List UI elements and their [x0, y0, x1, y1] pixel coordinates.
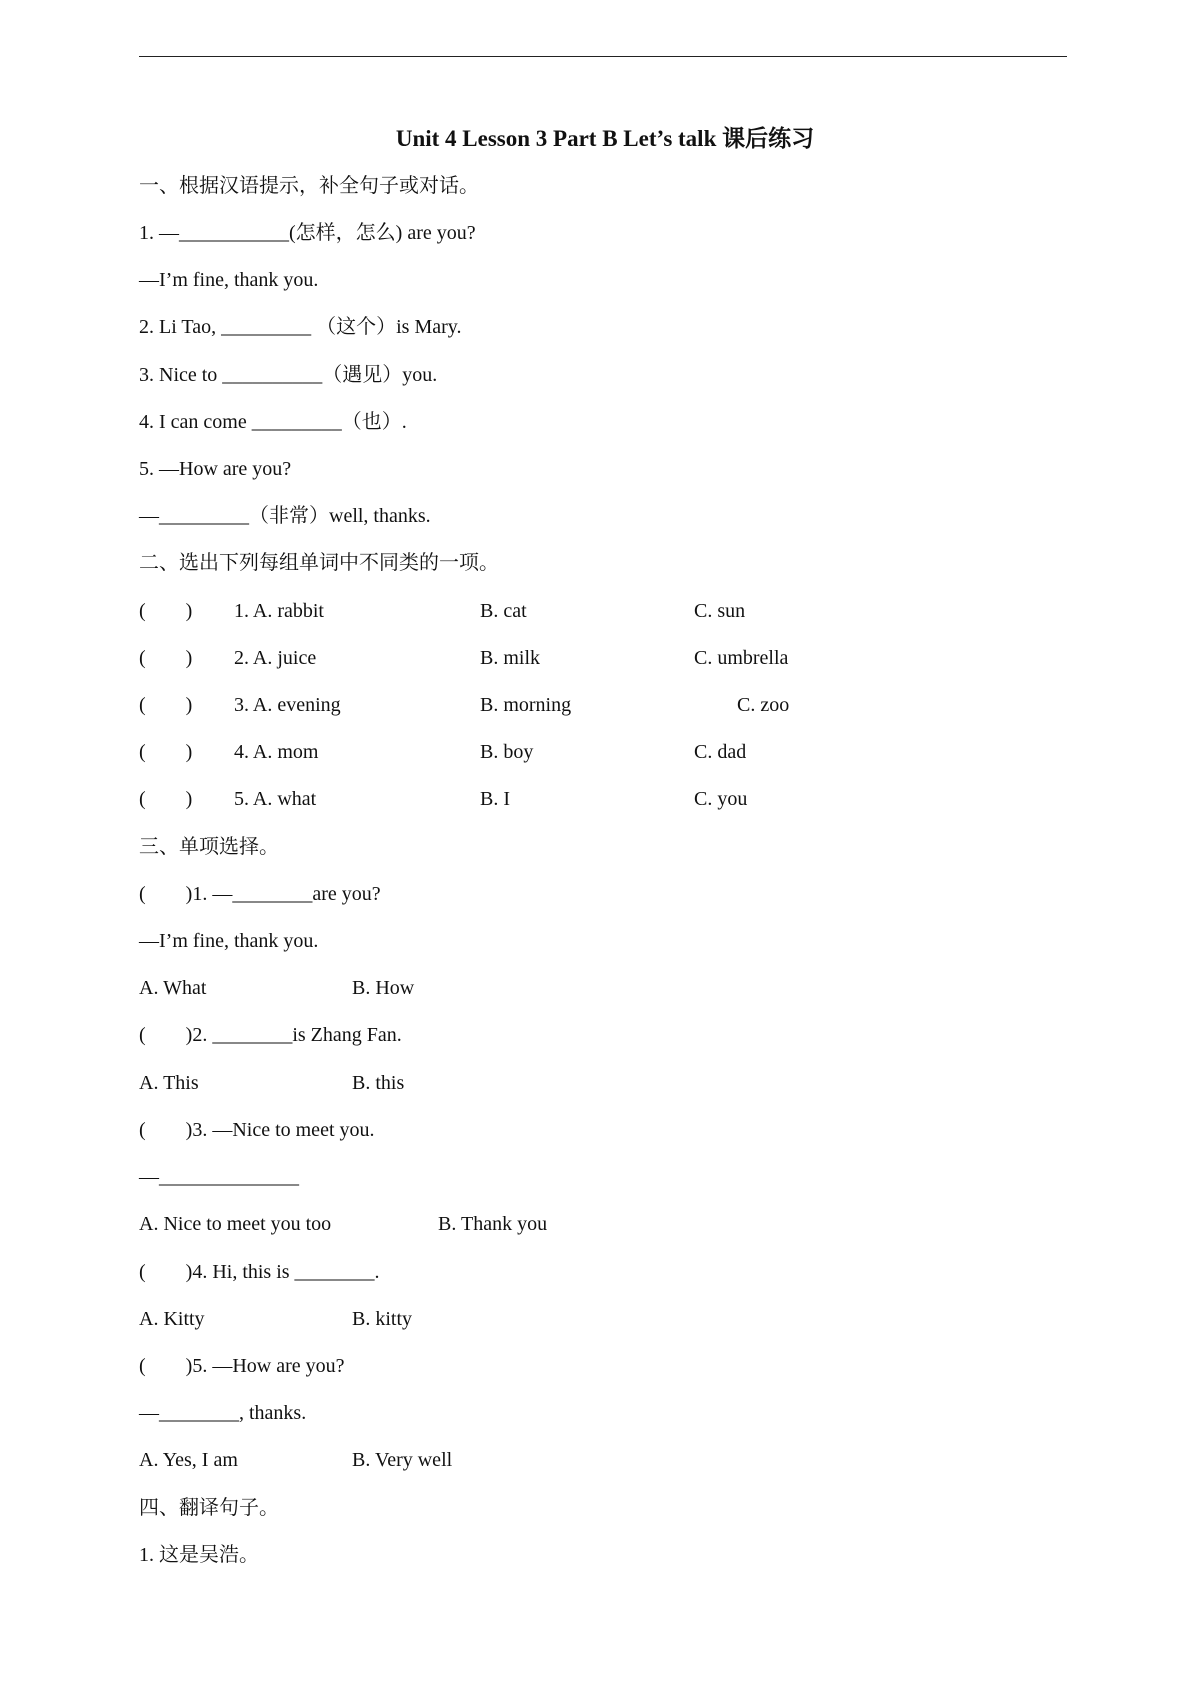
option-a: 4. A. mom	[234, 741, 319, 763]
section-heading-4: 四、翻译句子。	[139, 1497, 279, 1519]
choice-b: B. How	[352, 977, 415, 999]
fill-blank-line: —I’m fine, thank you.	[139, 269, 319, 291]
choice-a: A. Nice to meet you too	[139, 1213, 332, 1235]
fill-blank-line: 4. I can come _________（也）.	[139, 411, 407, 433]
answer-bracket: ( )	[139, 788, 193, 810]
header-rule	[139, 56, 1067, 57]
question-stem: ( )5. —How are you?	[139, 1355, 345, 1377]
choice-a: A. Kitty	[139, 1308, 205, 1330]
fill-blank-line: 1. —___________(怎样，怎么) are you?	[139, 222, 476, 244]
fill-blank-line: 5. —How are you?	[139, 458, 292, 480]
section-heading-3: 三、单项选择。	[139, 836, 279, 858]
option-c: C. you	[694, 788, 748, 810]
choice-b: B. Very well	[352, 1449, 453, 1471]
option-c: C. umbrella	[694, 647, 789, 669]
section-heading-2: 二、选出下列每组单词中不同类的一项。	[139, 552, 499, 574]
answer-bracket: ( )	[139, 647, 193, 669]
question-stem: ( )2. ________is Zhang Fan.	[139, 1024, 402, 1046]
option-b: B. boy	[480, 741, 534, 763]
question-reply: —________, thanks.	[139, 1402, 307, 1424]
choice-b: B. this	[352, 1072, 405, 1094]
answer-bracket: ( )	[139, 600, 193, 622]
choice-b: B. Thank you	[438, 1213, 548, 1235]
answer-bracket: ( )	[139, 694, 193, 716]
question-stem: ( )3. —Nice to meet you.	[139, 1119, 375, 1141]
option-c: C. dad	[694, 741, 747, 763]
translation-item: 1. 这是吴浩。	[139, 1544, 259, 1566]
fill-blank-line: 3. Nice to __________（遇见）you.	[139, 364, 438, 386]
question-stem: ( )1. —________are you?	[139, 883, 381, 905]
option-a: 2. A. juice	[234, 647, 317, 669]
answer-bracket: ( )	[139, 741, 193, 763]
option-a: 5. A. what	[234, 788, 317, 810]
choice-b: B. kitty	[352, 1308, 413, 1330]
fill-blank-line: 2. Li Tao, _________ （这个）is Mary.	[139, 316, 462, 338]
option-b: B. milk	[480, 647, 541, 669]
choice-a: A. Yes, I am	[139, 1449, 238, 1471]
choice-a: A. This	[139, 1072, 199, 1094]
section-heading-1: 一、根据汉语提示，补全句子或对话。	[139, 175, 479, 197]
fill-blank-line: —_________（非常）well, thanks.	[139, 505, 431, 527]
question-stem: ( )4. Hi, this is ________.	[139, 1261, 380, 1283]
option-c: C. sun	[694, 600, 746, 622]
option-b: B. cat	[480, 600, 527, 622]
option-b: B. morning	[480, 694, 572, 716]
question-reply: —______________	[139, 1166, 299, 1188]
option-c: C. zoo	[737, 694, 790, 716]
option-b: B. I	[480, 788, 510, 810]
option-a: 3. A. evening	[234, 694, 341, 716]
worksheet-title: Unit 4 Lesson 3 Part B Let’s talk 课后练习	[395, 126, 815, 151]
choice-a: A. What	[139, 977, 207, 999]
question-reply: —I’m fine, thank you.	[139, 930, 319, 952]
option-a: 1. A. rabbit	[234, 600, 324, 622]
